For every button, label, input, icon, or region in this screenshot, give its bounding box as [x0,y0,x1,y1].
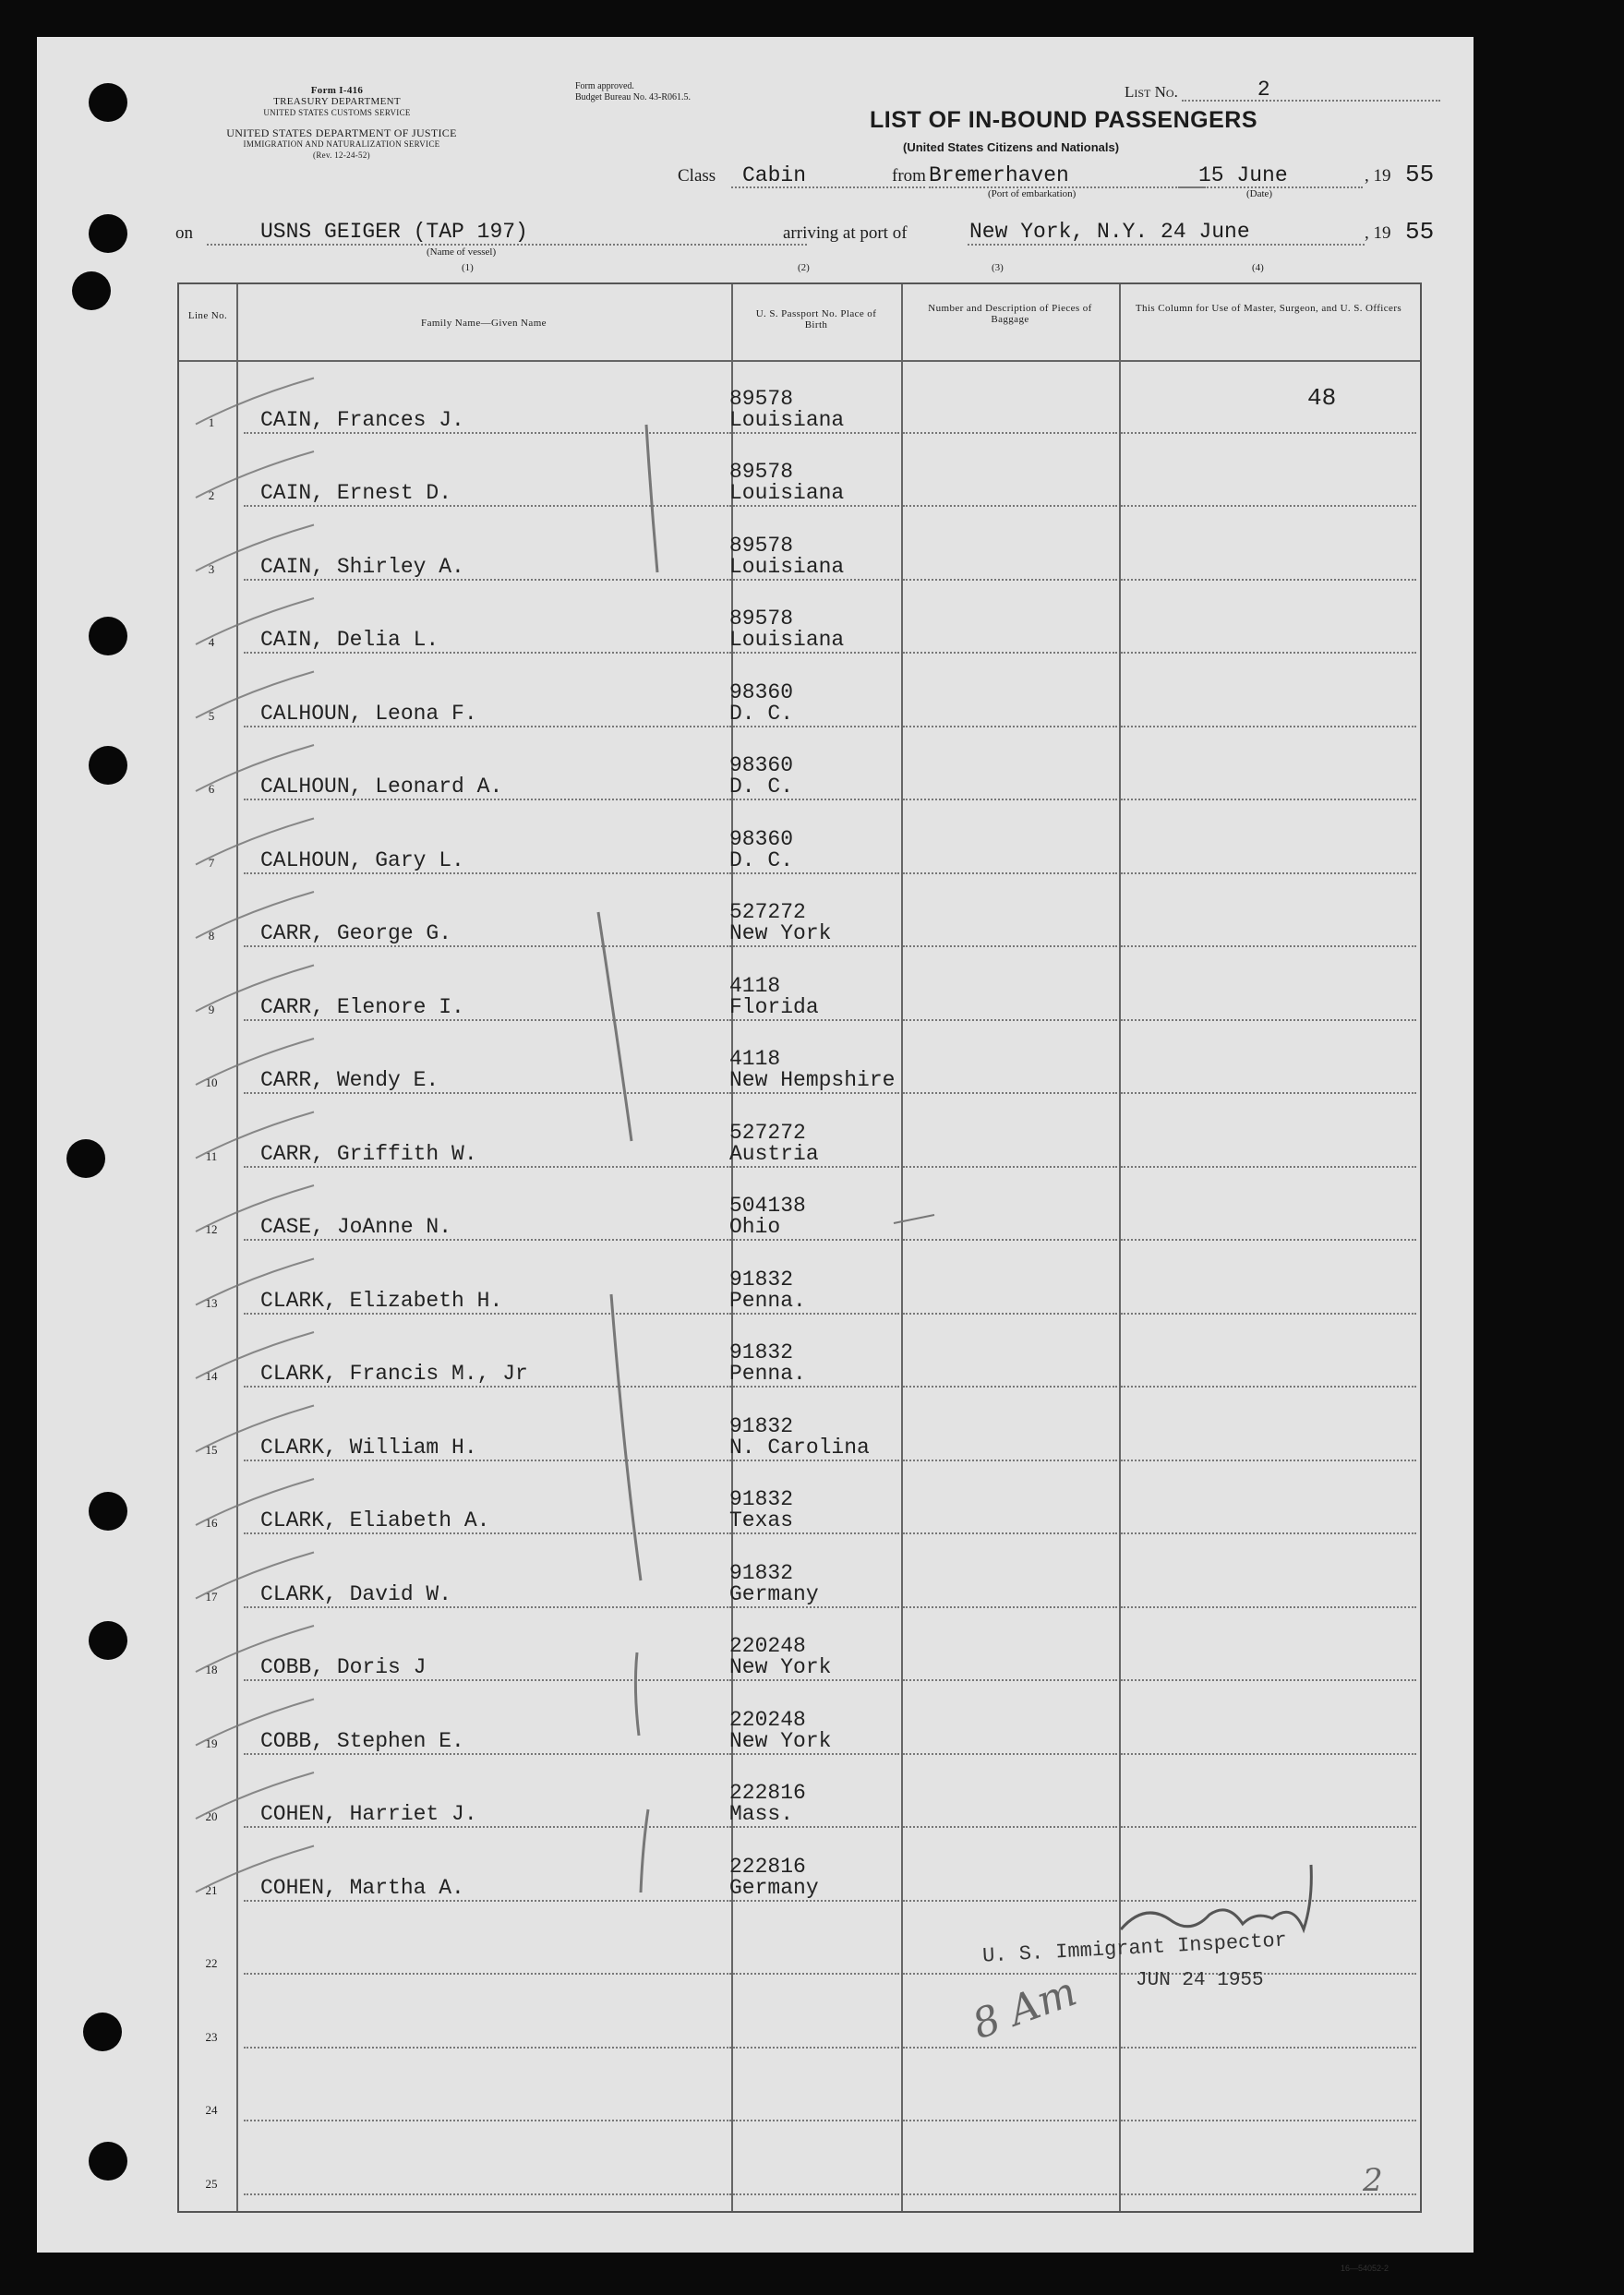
vessel-caption: (Name of vessel) [427,246,497,258]
place-of-birth: Louisiana [729,407,845,432]
place-of-birth: Germany [729,1875,819,1900]
arrival-value: New York, N.Y. 24 June [969,220,1250,244]
vessel-dots [207,244,807,246]
list-no-label: List No. [1125,83,1178,101]
print-code: 16—54052-2 [1341,2264,1389,2273]
passenger-name: CARR, Griffith W. [260,1141,477,1166]
passenger-name: CALHOUN, Leonard A. [260,775,503,799]
passport-number: 89578 [729,533,794,558]
page-title: LIST OF IN-BOUND PASSENGERS [870,107,1258,133]
place-of-birth: New York [729,1728,832,1753]
passenger-name: CASE, JoAnne N. [260,1215,452,1239]
punch-hole [89,617,127,655]
col-head-baggage: Number and Description of Pieces of Baggage [928,303,1092,325]
col-head-officers: This Column for Use of Master, Surgeon, and U. S. Officers [1135,303,1402,314]
line-number: 7 [208,855,215,870]
place-of-birth: Penna. [729,1288,806,1313]
table-row [179,507,1420,581]
justice-dept: UNITED STATES DEPARTMENT OF JUSTICE [226,126,457,139]
approval-block [575,81,691,103]
passenger-name: CARR, Wendy E. [260,1068,439,1092]
punch-hole [72,271,111,310]
punch-hole [89,214,127,253]
line-number: 15 [205,1442,218,1457]
line-number: 8 [208,929,215,943]
customs-service: UNITED STATES CUSTOMS SERVICE [263,108,411,117]
line-number: 12 [205,1222,218,1236]
line-number: 20 [205,1809,218,1823]
passport-number: 89578 [729,386,794,411]
table-row [179,1534,1420,1608]
passport-number: 91832 [729,1560,794,1585]
passport-number: 89578 [729,460,794,484]
table-row [179,1755,1420,1829]
arrival-year-prefix: , 19 [1365,223,1391,243]
form-id-block [222,85,452,118]
line-number: 10 [205,1075,218,1089]
date-caption: (Date) [1246,188,1273,199]
class-label: Class [678,166,716,186]
table-row [179,581,1420,655]
punch-hole [89,1621,127,1660]
punch-hole [89,83,127,122]
passport-number: 91832 [729,1413,794,1438]
page-subtitle: (United States Citizens and Nationals) [903,140,1120,154]
col-head-name: Family Name—Given Name [421,318,547,329]
table-row [179,360,1420,434]
col4-caption: (4) [1252,262,1264,273]
from-value: Bremerhaven [929,163,1069,187]
place-of-birth: New York [729,921,832,945]
passport-number: 222816 [729,1854,806,1879]
place-of-birth: Penna. [729,1362,806,1386]
passenger-name: CARR, George G. [260,921,452,945]
passport-number: 91832 [729,1487,794,1511]
from-label: from [892,166,926,186]
class-value: Cabin [742,163,807,187]
list-no-value: 2 [1257,78,1270,102]
passport-number: 222816 [729,1781,806,1805]
table-row [179,800,1420,874]
form-number: Form I-416 [310,85,364,96]
place-of-birth: N. Carolina [729,1435,870,1460]
year-suffix: 55 [1405,161,1435,188]
year-prefix: , 19 [1365,166,1391,186]
place-of-birth: Mass. [729,1802,794,1826]
passenger-name: COBB, Stephen E. [260,1728,464,1753]
date-value: 15 June [1198,163,1288,187]
line-number: 6 [208,782,215,796]
place-of-birth: D. C. [729,701,794,726]
line-number: 17 [205,1589,218,1604]
table-row [179,727,1420,801]
passport-number: 89578 [729,607,794,631]
passport-number: 220248 [729,1707,806,1732]
line-number: 13 [205,1295,218,1310]
place-of-birth: Austria [729,1141,819,1166]
line-number: 1 [208,415,215,429]
inspector-stamp-date: JUN 24 1955 [1136,1970,1264,1991]
line-number: 4 [208,635,215,649]
treasury-dept: TREASURY DEPARTMENT [273,96,401,107]
passenger-name: CALHOUN, Leona F. [260,701,477,726]
line-number: 9 [208,1002,215,1016]
passenger-name: CLARK, William H. [260,1435,477,1460]
inspector-stamp-title: U. S. Immigrant Inspector [981,1929,1288,1968]
col2-caption: (2) [798,262,810,273]
table-row [179,1681,1420,1755]
passport-number: 220248 [729,1634,806,1658]
passenger-table [177,282,1422,2213]
passenger-name: CAIN, Shirley A. [260,554,464,579]
passport-number: 98360 [729,753,794,777]
place-of-birth: Texas [729,1508,794,1532]
place-of-birth: Florida [729,994,819,1019]
line-number: 23 [205,2029,218,2044]
table-row [179,1241,1420,1315]
passenger-name: CLARK, Eliabeth A. [260,1508,490,1532]
passport-number: 91832 [729,1340,794,1364]
passenger-name: CLARK, Elizabeth H. [260,1288,503,1313]
line-number: 25 [205,2176,218,2191]
officer-note: 48 [1307,384,1337,412]
passenger-name: CLARK, David W. [260,1581,452,1606]
table-row [179,1094,1420,1168]
vessel-value: USNS GEIGER (TAP 197) [260,220,528,244]
arrival-year-suffix: 55 [1405,218,1435,246]
row-rule [903,2193,1117,2195]
punch-hole [66,1139,105,1178]
table-row [179,434,1420,508]
table-row [179,1315,1420,1388]
list-no [1125,78,1440,102]
place-of-birth: New York [729,1655,832,1679]
line-number: 18 [205,1663,218,1676]
line-number: 16 [205,1516,218,1530]
col1-caption: (1) [462,262,474,273]
line-number: 11 [205,1148,218,1163]
line-number: 22 [205,1956,218,1970]
corner-mark: 2 [1363,2162,1383,2199]
place-of-birth: Louisiana [729,554,845,579]
table-row [179,1608,1420,1682]
place-of-birth: Louisiana [729,481,845,505]
table-row [179,2049,1420,2122]
table-row [179,1828,1420,1902]
col-head-line: Line No. [187,310,228,321]
place-of-birth: D. C. [729,775,794,799]
place-of-birth: Ohio [729,1215,781,1239]
line-number: 3 [208,561,215,576]
place-of-birth: New Hempshire [729,1068,896,1092]
place-of-birth: D. C. [729,847,794,872]
passport-number: 98360 [729,679,794,704]
form-approved: Form approved. [575,81,634,91]
line-number: 19 [205,1736,218,1750]
table-row [179,1461,1420,1535]
list-no-dots [1182,78,1440,102]
line-number: 24 [205,2103,218,2117]
table-row [179,1168,1420,1242]
on-label: on [175,223,193,243]
line-number: 14 [205,1369,218,1383]
passenger-name: CLARK, Francis M., Jr [260,1362,528,1386]
line-number: 5 [208,708,215,723]
port-caption: (Port of embarkation) [988,188,1077,199]
passport-number: 4118 [729,1047,781,1071]
table-row [179,2121,1420,2195]
punch-hole [89,746,127,785]
pencil-8am: 8 Am [966,1967,1083,2049]
justice-block [157,127,526,161]
table-row [179,1388,1420,1461]
place-of-birth: Louisiana [729,628,845,652]
place-of-birth: Germany [729,1581,819,1606]
line-number: 2 [208,488,215,502]
table-row [179,1021,1420,1095]
budget-bureau: Budget Bureau No. 43-R061.5. [575,92,691,102]
arrival-dots [968,244,1365,246]
row-rule [733,2193,899,2195]
passport-number: 504138 [729,1194,806,1218]
passport-number: 4118 [729,973,781,998]
col-head-passport: U. S. Passport No. Place of Birth [755,308,877,330]
passenger-name: CAIN, Delia L. [260,628,439,652]
passenger-name: CARR, Elenore I. [260,994,464,1019]
punch-hole [83,2013,122,2051]
revision: (Rev. 12-24-52) [313,150,370,160]
passport-number: 98360 [729,826,794,851]
passenger-name: COHEN, Harriet J. [260,1802,477,1826]
passenger-name: CAIN, Ernest D. [260,481,452,505]
punch-hole [89,1492,127,1531]
table-row [179,947,1420,1021]
ins-service: IMMIGRATION AND NATURALIZATION SERVICE [243,139,440,149]
passport-number: 527272 [729,900,806,924]
line-number: 21 [205,1882,218,1897]
passport-number: 91832 [729,1267,794,1292]
col3-caption: (3) [992,262,1004,273]
passenger-name: CALHOUN, Gary L. [260,847,464,872]
passport-number: 527272 [729,1120,806,1145]
table-row [179,654,1420,727]
passenger-name: CAIN, Frances J. [260,407,464,432]
punch-hole [89,2142,127,2181]
passenger-name: COHEN, Martha A. [260,1875,464,1900]
arriving-label: arriving at port of [783,223,908,243]
passenger-name: COBB, Doris J [260,1655,427,1679]
table-row [179,874,1420,948]
row-rule [244,2193,731,2195]
